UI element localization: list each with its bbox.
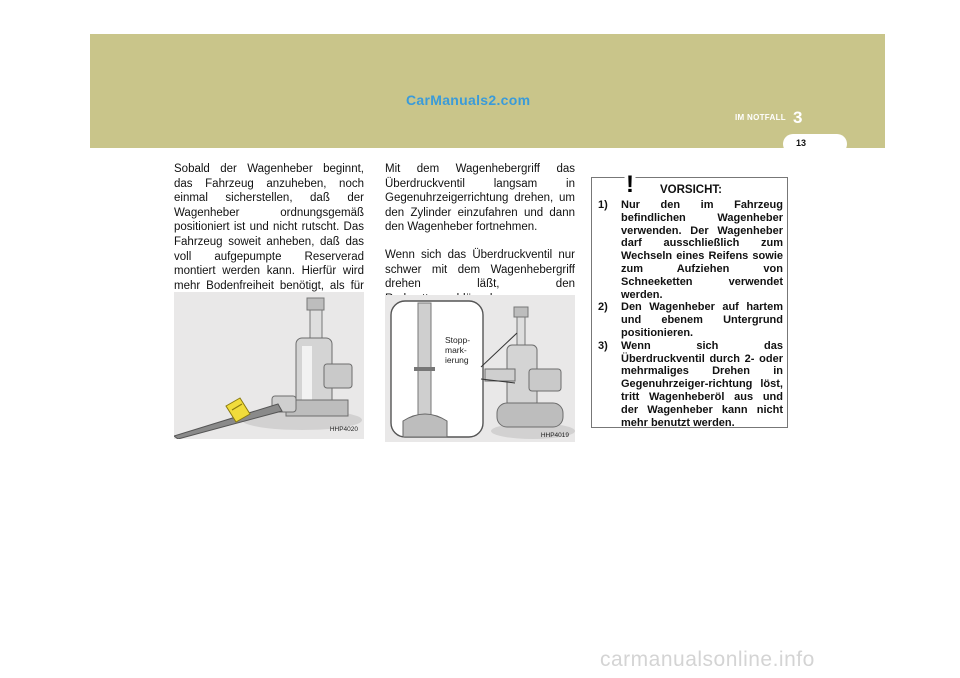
chapter-number: 3 (793, 108, 803, 127)
callout-line: mark- (445, 345, 467, 355)
column2-paragraph-1: Mit dem Wagenhebergriff das Überdruckventil langsam in Gegenuhrzeigerrichtung drehen, um den Zylinder einzufahren und dann den Wagenheber fortnehmen. (385, 163, 575, 234)
chapter-title: IM NOTFALL (735, 113, 786, 122)
release-valve-illustration (385, 295, 575, 442)
figure-release-valve (385, 295, 575, 442)
figure-code: HHP4019 (540, 432, 569, 439)
column1-text: Sobald der Wagenheber beginnt, das Fahrzeug anzuheben, noch einmal sicherstellen, daß der Wagenheber ordnungsgemäß positioniert ist und nicht rutscht. Das Fahrzeug soweit anheben, daß das voll aufgepumpte Reserverad montiert werden kann. Hierfür wird mehr Bodenfreiheit benötigt, als für (174, 163, 364, 292)
warning-item (598, 340, 783, 430)
warning-item-number: 3) (598, 339, 608, 352)
site-link[interactable]: CarManuals2.com (406, 92, 531, 108)
footer-watermark: carmanualsonline.info (600, 648, 815, 671)
stop-mark-callout (445, 335, 470, 365)
svg-text:!: ! (626, 171, 634, 196)
column2-paragraph-2: Wenn sich das Überdruckventil nur schwer mit dem Wagenhebergriff drehen läßt, den (385, 248, 575, 291)
figure-code: HHP4020 (329, 426, 358, 433)
callout-line: ierung (445, 355, 469, 365)
page-number: 13 (795, 138, 806, 148)
warning-item-text: Den Wagenheber auf hartem und ebenem Untergrund positionieren. (621, 301, 783, 339)
warning-list (598, 199, 783, 429)
figure-jack-lifting (174, 292, 364, 439)
warning-item-number: 2) (598, 301, 608, 314)
warning-item (598, 199, 783, 301)
warning-item (598, 301, 783, 339)
warning-box (591, 171, 788, 429)
bottle-jack-illustration (174, 292, 364, 439)
header-banner (90, 34, 885, 148)
warning-item-text: Wenn sich das Überdruckventil durch 2- oder mehrmaliges Drehen in Gegenuhrzeiger-richtung löst, tritt Wagenheberöl aus und der Wagenheber kann nicht mehr benutzt werden. (621, 339, 783, 429)
warning-triangle-icon (614, 168, 646, 196)
warning-title: VORSICHT: (660, 184, 722, 196)
warning-item-number: 1) (598, 199, 608, 211)
warning-item-text: Nur den im Fahrzeug befindlichen Wagenheber verwenden. Der Wagenheber darf ausschließlich zum Wechseln eines Reifens sowie zum Aufziehen von Schneeketten verwendet werden. (621, 199, 783, 301)
callout-line: Stopp- (445, 335, 471, 345)
